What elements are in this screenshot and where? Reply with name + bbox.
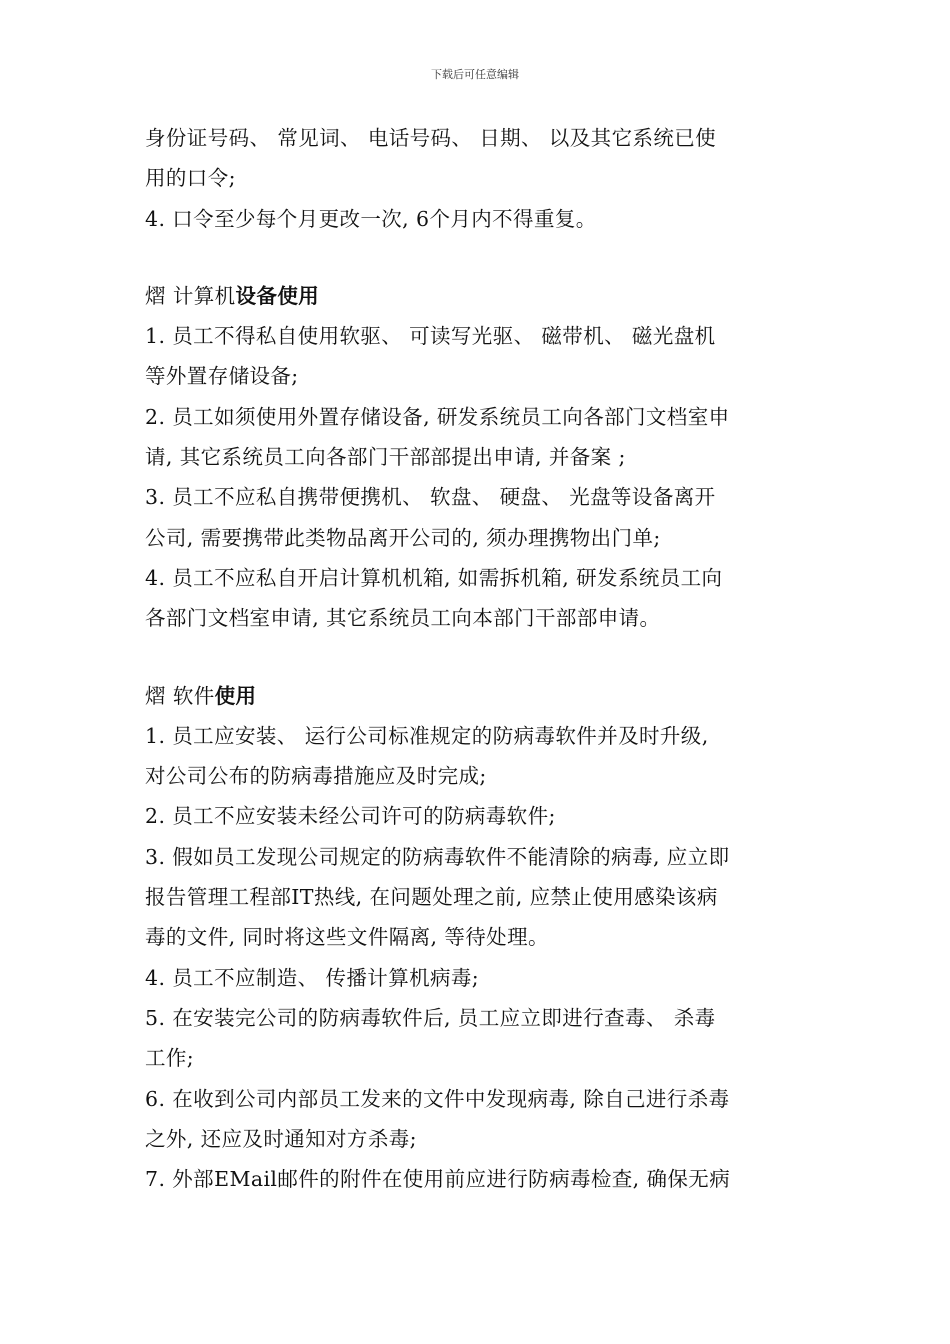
text-line: 用的口令; bbox=[145, 166, 236, 191]
text-line: 身份证号码、 常见词、 电话号码、 日期、 以及其它系统已使 bbox=[145, 126, 717, 150]
document-body bbox=[145, 118, 807, 1199]
text-line: 2. 员工如须使用外置存储设备, 研发系统员工向各部门文档室申 bbox=[145, 404, 730, 429]
text-line: 3. 员工不应私自携带便携机、 软盘、 硬盘、 光盘等设备离开 bbox=[145, 485, 716, 510]
text-line: 请, 其它系统员工向各部门干部部提出申请, 并备案 ; bbox=[145, 445, 626, 470]
text-line: 1. 员工应安装、 运行公司标准规定的防病毒软件并及时升级, bbox=[145, 723, 709, 748]
text-line: 4. 员工不应私自开启计算机机箱, 如需拆机箱, 研发系统员工向 bbox=[145, 565, 723, 590]
text-line: 公司, 需要携带此类物品离开公司的, 须办理携物出门单; bbox=[145, 525, 661, 550]
text-line: 3. 假如员工发现公司规定的防病毒软件不能清除的病毒, 应立即 bbox=[145, 844, 730, 869]
intro-block bbox=[145, 118, 807, 239]
text-line: 报告管理工程部IT热线, 在问题处理之前, 应禁止使用感染该病 bbox=[145, 885, 718, 910]
text-line: 6. 在收到公司内部员工发来的文件中发现病毒, 除自己进行杀毒 bbox=[145, 1086, 730, 1111]
text-line: 对公司公布的防病毒措施应及时完成; bbox=[145, 764, 487, 789]
text-line: 2. 员工不应安装未经公司许可的防病毒软件; bbox=[145, 804, 556, 829]
page-header: 下载后可任意编辑 bbox=[431, 68, 519, 81]
text-line: 4. 口令至少每个月更改一次, 6个月内不得重复。 bbox=[145, 206, 597, 231]
section-hardware bbox=[145, 276, 807, 639]
heading-bold-text: 使用 bbox=[214, 683, 257, 708]
text-line: 5. 在安装完公司的防病毒软件后, 员工应立即进行查毒、 杀毒 bbox=[145, 1005, 716, 1030]
heading-prefix: 熠 软件 bbox=[145, 683, 215, 708]
text-line: 1. 员工不得私自使用软驱、 可读写光驱、 磁带机、 磁光盘机 bbox=[145, 324, 716, 349]
section-heading bbox=[145, 276, 807, 316]
section-software bbox=[145, 676, 807, 1200]
text-line: 等外置存储设备; bbox=[145, 364, 299, 389]
heading-bold-text: 设备使用 bbox=[235, 283, 320, 308]
heading-prefix: 熠 计算机 bbox=[145, 283, 236, 308]
text-line: 4. 员工不应制造、 传播计算机病毒; bbox=[145, 965, 480, 990]
text-line: 7. 外部EMail邮件的附件在使用前应进行防病毒检查, 确保无病 bbox=[145, 1167, 731, 1192]
text-line: 各部门文档室申请, 其它系统员工向本部门干部部申请。 bbox=[145, 606, 661, 631]
text-line: 毒的文件, 同时将这些文件隔离, 等待处理。 bbox=[145, 925, 549, 950]
text-line: 工作; bbox=[145, 1046, 195, 1071]
text-line: 之外, 还应及时通知对方杀毒; bbox=[145, 1126, 417, 1151]
section-heading bbox=[145, 676, 807, 716]
